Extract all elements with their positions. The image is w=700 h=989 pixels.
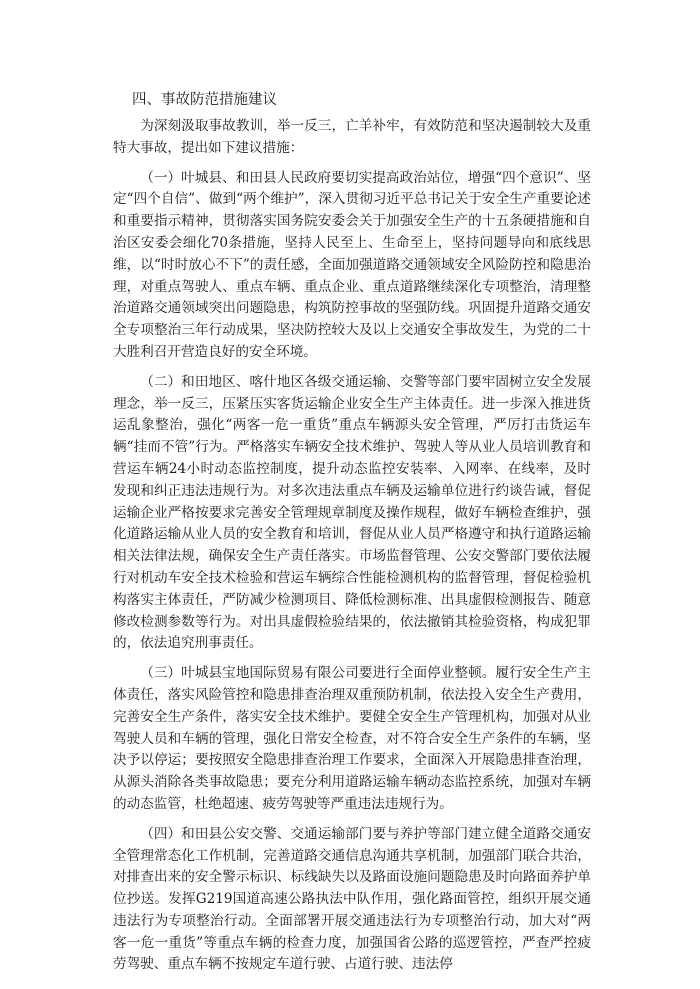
intro-paragraph: 为深刻汲取事故教训，举一反三，亡羊补牢，有效防范和坚决遏制较大及重特大事故，提出如下建议措施： (113, 118, 591, 156)
measure-paragraph-2: （二）和田地区、喀什地区各级交通运输、交警等部门要牢固树立安全发展理念，举一反三，压紧压实客货运输企业安全生产主体责任。进一步深入推进货运乱象整治，强化“两客一危一重货”重点车辆源头安全管理，严厉打击货运车辆“挂而不管”行为。严格落实车辆安全技术维护、驾驶人等从业人员培训教育和营运车辆24小时动态监控制度，提升动态监控安装率、入网率、在线率，及时发现和纠正违法违规行为。对多次违法重点车辆及运输单位进行约谈告诫，督促运输企业严格按要求完善安全管理规章制度及操作规程，做好车辆检查维护，强化道路运输从业人员的安全教育和培训，督促从业人员严格遵守和执行道路运输相关法律法规，确保安全生产责任落实。市场监督管理、公安交警部门要依法履行对机动车安全技术检验和营运车辆综合性能检测机构的监督管理，督促检验机构落实主体责任，严防减少检测项目、降低检测标准、出具虚假检测报告、随意修改检测参数等行为。对出具虚假检验结果的，依法撤销其检验资格，构成犯罪的，依法追究刑事责任。 (113, 373, 591, 652)
document-body (113, 116, 591, 984)
measure-paragraph-3: （三）叶城县宝地国际贸易有限公司要进行全面停业整顿。履行安全生产主体责任，落实风险管控和隐患排查治理双重预防机制，依法投入安全生产费用，完善安全生产条件，落实安全技术维护。要健全安全生产管理机构，加强对从业驾驶人员和车辆的管理，强化日常安全检查，对不符合安全生产条件的车辆，坚决予以停运；要按照安全隐患排查治理工作要求，全面深入开展隐患排查治理，从源头消除各类事故隐患；要充分利用道路运输车辆动态监控系统，加强对车辆的动态监管，杜绝超速、疲劳驾驶等严重违法违规行为。 (113, 665, 591, 812)
measure-paragraph-1: （一）叶城县、和田县人民政府要切实提高政治站位，增强“四个意识”、坚定“四个自信”、做到“两个维护”，深入贯彻习近平总书记关于安全生产重要论述和重要指示精神，贯彻落实国务院安委会关于加强安全生产的十五条硬措施和自治区安委会细化70条措施，坚持人民至上、生命至上，坚持问题导向和底线思维，以“时时放心不下”的责任感，全面加强道路交通领域安全风险防控和隐患治理，对重点驾驶人、重点车辆、重点企业、重点道路继续深化专项整治，清理整治道路交通领域突出问题隐患，构筑防控事故的坚强防线。巩固提升道路交通安全专项整治三年行动成果，坚决防控较大及以上交通安全事故发生，为党的二十大胜利召开营造良好的安全环境。 (113, 169, 591, 360)
measure-paragraph-4: （四）和田县公安交警、交通运输部门要与养护等部门建立健全道路交通安全管理常态化工作机制，完善道路交通信息沟通共享机制，加强部门联合共治，对排查出来的安全警示标识、标线缺失以及路面设施问题隐患及时向路面养护单位抄送。发挥G219国道高速公路执法中队作用，强化路面管控，组织开展交通违法行为专项整治行动。全面部署开展交通违法行为专项整治行动，加大对“两客一危一重货”等重点车辆的检查力度，加强国省公路的巡逻管控，严查严控疲劳驾驶、重点车辆不按规定车道行驶、占道行驶、违法停 (113, 825, 591, 973)
section-title: 四、事故防范措施建议 (132, 92, 277, 108)
